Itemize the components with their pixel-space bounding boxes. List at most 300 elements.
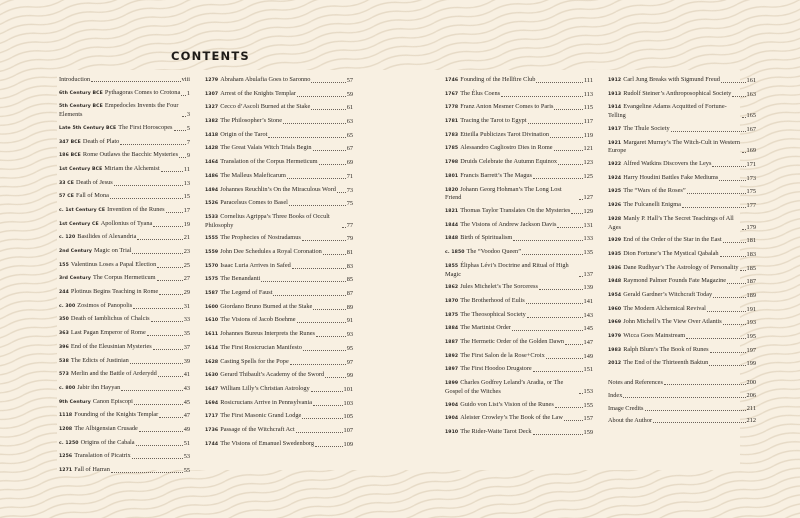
toc-entry-date: 1904 xyxy=(445,402,459,408)
toc-entry[interactable] xyxy=(445,428,593,437)
toc-leader-dots xyxy=(727,283,746,284)
toc-entry-text xyxy=(205,199,288,208)
toc-entry[interactable] xyxy=(205,103,353,112)
toc-entry[interactable] xyxy=(205,199,353,208)
toc-entry-title: Founding of the Knights Templar xyxy=(74,411,159,419)
toc-entry-text xyxy=(445,158,557,167)
toc-entry-text xyxy=(59,384,120,393)
toc-entry-text xyxy=(608,76,720,85)
toc-entry[interactable] xyxy=(445,262,593,279)
toc-entry-date: 1862 xyxy=(445,285,459,291)
toc-entry[interactable] xyxy=(205,371,353,380)
toc-entry-date: 1614 xyxy=(205,345,219,351)
toc-entry[interactable] xyxy=(608,359,756,368)
toc-entry-title: Canon Episcopi xyxy=(92,397,133,405)
toc-entry[interactable] xyxy=(445,414,593,423)
toc-leader-dots xyxy=(114,185,183,186)
toc-entry-text xyxy=(205,76,310,85)
toc-entry[interactable] xyxy=(59,398,190,407)
toc-entry-date: 1801 xyxy=(445,173,459,179)
toc-entry-text xyxy=(205,234,301,243)
toc-entry-page: 131 xyxy=(583,221,593,229)
toc-entry-page: 99 xyxy=(346,372,353,380)
toc-entry-date: 1559 xyxy=(205,250,219,256)
toc-entry[interactable] xyxy=(445,365,593,374)
toc-entry[interactable] xyxy=(59,165,190,174)
toc-entry-date: 1848 xyxy=(445,236,459,242)
toc-entry-title: Aleister Crowley’s The Book of the Law xyxy=(460,414,563,422)
toc-entry[interactable] xyxy=(608,76,756,85)
toc-entry-page: 159 xyxy=(583,428,593,436)
toc-entry-title: The Visions of Jacob Boehme xyxy=(220,316,296,324)
toc-entry-title: The First Salon de la Rose+Croix xyxy=(460,351,545,359)
toc-entry-title: Casting Spells for the Pope xyxy=(220,357,289,365)
toc-entry-date: 1271 xyxy=(59,468,73,474)
toc-entry-date: c. 300 xyxy=(59,303,76,309)
toc-entry-title: Ralph Blum’s The Book of Runes xyxy=(623,345,709,353)
toc-entry[interactable] xyxy=(205,316,353,325)
toc-leader-dots xyxy=(707,311,746,312)
toc-leader-dots xyxy=(147,335,183,336)
toc-entry[interactable] xyxy=(445,248,593,257)
toc-entry[interactable] xyxy=(608,392,756,400)
toc-entry-page: 25 xyxy=(183,261,190,269)
toc-entry-text xyxy=(445,172,532,181)
toc-entry[interactable] xyxy=(205,234,353,243)
toc-entry-date: 1327 xyxy=(205,105,219,111)
toc-entry[interactable] xyxy=(445,338,593,347)
toc-entry[interactable] xyxy=(445,103,593,112)
toc-entry-title: Magic on Trial xyxy=(93,247,132,255)
toc-entry[interactable] xyxy=(59,220,190,229)
toc-entry-text xyxy=(59,288,158,297)
toc-entry-title: Gerald Gardner’s Witchcraft Today xyxy=(623,291,713,299)
toc-entry[interactable] xyxy=(59,89,190,98)
toc-entry[interactable] xyxy=(608,277,756,286)
toc-entry-text xyxy=(59,206,165,215)
toc-leader-dots xyxy=(292,268,346,269)
toc-entry[interactable] xyxy=(445,90,593,99)
toc-entry[interactable] xyxy=(445,379,593,396)
toc-entry[interactable] xyxy=(608,318,756,327)
toc-entry-date: 6th Century BCE xyxy=(59,90,103,96)
toc-entry-date: 1736 xyxy=(205,427,219,433)
toc-entry[interactable] xyxy=(59,124,190,133)
toc-entry[interactable] xyxy=(608,332,756,341)
toc-entry-text xyxy=(608,392,622,400)
toc-entry-text xyxy=(608,160,711,169)
toc-entry-date: 1307 xyxy=(205,91,219,97)
toc-entry[interactable] xyxy=(59,452,190,461)
toc-entry[interactable] xyxy=(59,274,190,283)
toc-entry-date: 1870 xyxy=(445,298,459,304)
toc-entry-text xyxy=(608,236,722,245)
toc-entry[interactable] xyxy=(205,186,353,195)
toc-leader-dots xyxy=(682,207,746,208)
toc-entry-title: The Hermetic Order of the Golden Dawn xyxy=(460,337,565,345)
toc-entry[interactable] xyxy=(445,158,593,167)
toc-entry-text xyxy=(608,379,663,387)
toc-entry-date: 3rd Century xyxy=(59,276,91,282)
toc-entry-title: Rudolf Steiner’s Anthroposophical Society xyxy=(623,89,732,97)
toc-entry-page: 67 xyxy=(346,145,353,153)
toc-entry-text xyxy=(608,187,686,196)
toc-entry-page: 183 xyxy=(746,250,756,258)
toc-entry[interactable] xyxy=(59,411,190,420)
toc-entry-page: 163 xyxy=(746,90,756,98)
toc-leader-dots xyxy=(564,420,583,421)
toc-leader-dots xyxy=(533,178,583,179)
toc-entry[interactable] xyxy=(608,139,756,156)
toc-entry[interactable] xyxy=(59,233,190,242)
toc-entry[interactable] xyxy=(205,262,353,271)
toc-entry-date: 1821 xyxy=(445,208,459,214)
toc-entry[interactable] xyxy=(445,311,593,320)
toc-entry-date: 1904 xyxy=(445,416,459,422)
toc-entry[interactable] xyxy=(205,213,353,230)
toc-entry-page: 187 xyxy=(746,278,756,286)
toc-entry[interactable] xyxy=(59,76,190,84)
toc-entry[interactable] xyxy=(59,102,190,119)
toc-entry[interactable] xyxy=(59,439,190,448)
toc-entry[interactable] xyxy=(205,440,353,449)
toc-entry-page: 127 xyxy=(583,194,593,202)
toc-entry[interactable] xyxy=(205,131,353,140)
toc-entry[interactable] xyxy=(59,302,190,311)
toc-entry[interactable] xyxy=(205,412,353,421)
toc-entry[interactable] xyxy=(445,76,593,85)
toc-entry[interactable] xyxy=(205,289,353,298)
toc-entry[interactable] xyxy=(205,117,353,126)
toc-entry[interactable] xyxy=(205,172,353,181)
toc-entry-page: 135 xyxy=(583,249,593,257)
toc-entry-page: 43 xyxy=(183,384,190,392)
toc-entry-text xyxy=(59,425,138,434)
toc-leader-dots xyxy=(111,472,183,473)
toc-entry-title: Index xyxy=(608,391,623,399)
toc-entry[interactable] xyxy=(445,352,593,361)
toc-entry-text xyxy=(608,318,722,327)
toc-entry-text xyxy=(205,440,314,449)
toc-entry[interactable] xyxy=(205,385,353,394)
toc-entry-date: 1647 xyxy=(205,386,219,392)
toc-entry-page: 37 xyxy=(183,343,190,351)
toc-entry[interactable] xyxy=(445,144,593,153)
toc-entry[interactable] xyxy=(608,187,756,196)
toc-entry-title: Founding of the Hellfire Club xyxy=(460,76,536,83)
toc-entry[interactable] xyxy=(608,346,756,355)
toc-entry-title: The Visions of Emanuel Swedenborg xyxy=(220,439,315,447)
toc-entry-title: William Lilly’s Christian Astrology xyxy=(220,384,310,392)
toc-entry[interactable] xyxy=(608,160,756,169)
toc-entry-title: Death of Jesus xyxy=(76,178,113,186)
toc-entry[interactable] xyxy=(608,379,756,387)
toc-entry-title: The Visions of Andrew Jackson Davis xyxy=(460,220,557,228)
toc-entry[interactable] xyxy=(445,297,593,306)
toc-entry[interactable] xyxy=(608,201,756,210)
toc-entry-text xyxy=(59,357,129,366)
toc-entry-date: 1694 xyxy=(205,400,219,406)
toc-entry-text xyxy=(205,399,312,408)
toc-entry-text xyxy=(59,192,109,201)
toc-leader-dots xyxy=(723,242,746,243)
toc-entry-date: 1587 xyxy=(205,291,219,297)
toc-entry-page: 35 xyxy=(183,330,190,338)
toc-entry-title: The Modern Alchemical Revival xyxy=(623,304,706,312)
toc-entry-text xyxy=(445,248,521,257)
toc-entry[interactable] xyxy=(59,179,190,188)
toc-leader-dots xyxy=(283,123,346,124)
toc-entry-title: Raymond Palmer Founds Fate Magazine xyxy=(623,277,727,285)
toc-leader-dots xyxy=(527,317,583,318)
toc-entry-title: Alfred Watkins Discovers the Leys xyxy=(623,160,712,168)
toc-entry-title: Johann Georg Hohman’s The Long Lost Friend xyxy=(445,185,562,202)
toc-leader-dots xyxy=(302,240,346,241)
toc-leader-dots xyxy=(337,192,346,193)
toc-entry[interactable] xyxy=(205,303,353,312)
toc-entry[interactable] xyxy=(59,151,190,160)
toc-entry[interactable] xyxy=(608,174,756,183)
toc-entry-text xyxy=(445,297,525,306)
toc-entry-title: Death of Iamblichus of Chalcis xyxy=(70,315,150,323)
toc-entry[interactable] xyxy=(59,343,190,352)
toc-entry-page: 95 xyxy=(346,344,353,352)
toc-leader-dots xyxy=(558,164,582,165)
toc-entry[interactable] xyxy=(445,172,593,181)
toc-entry-date: 1256 xyxy=(59,454,73,460)
toc-entry[interactable] xyxy=(445,401,593,410)
toc-entry-date: 5th Century BCE xyxy=(59,104,103,110)
toc-entry-date: 33 CE xyxy=(59,180,75,186)
toc-entry-title: Jules Michelet’s The Sorceress xyxy=(460,283,538,291)
toc-entry-page: 199 xyxy=(746,360,756,368)
toc-entry[interactable] xyxy=(445,117,593,126)
toc-entry-title: Éliphas Lévi’s Doctrine and Ritual of High Magic xyxy=(445,261,569,278)
toc-entry[interactable] xyxy=(59,247,190,256)
toc-leader-dots xyxy=(157,267,182,268)
toc-entry-title: John Dee Schedules a Royal Coronation xyxy=(220,248,322,256)
toc-entry-date: 9th Century xyxy=(59,399,91,405)
toc-entry-date: 1917 xyxy=(608,126,622,132)
toc-entry-text xyxy=(205,371,324,380)
toc-leader-dots xyxy=(179,157,186,158)
toc-entry-title: The Prophecies of Nostradamus xyxy=(220,234,301,242)
toc-entry[interactable] xyxy=(608,250,756,259)
toc-entry-date: 1486 xyxy=(205,173,219,179)
toc-entry[interactable] xyxy=(59,384,190,393)
toc-entry[interactable] xyxy=(205,344,353,353)
toc-entry-title: Dane Rudhyar’s The Astrology of Personality xyxy=(623,263,739,271)
toc-leader-dots xyxy=(555,407,583,408)
toc-leader-dots xyxy=(139,431,183,432)
toc-entry-text xyxy=(608,346,709,355)
toc-entry-page: 155 xyxy=(583,401,593,409)
toc-entry[interactable] xyxy=(445,234,593,243)
toc-entry[interactable] xyxy=(205,330,353,339)
toc-leader-dots xyxy=(536,82,583,83)
toc-entry-text xyxy=(59,398,133,407)
toc-entry-title: Margaret Murray’s The Witch-Cult in Western Europe xyxy=(608,138,741,155)
toc-entry-page: 139 xyxy=(583,284,593,292)
toc-entry[interactable] xyxy=(205,158,353,167)
toc-entry[interactable] xyxy=(59,288,190,297)
toc-entry-text xyxy=(205,330,315,339)
toc-entry-date: 1820 xyxy=(445,187,459,193)
toc-entry-title: Origin of the Tarot xyxy=(220,130,268,138)
toc-entry-title: The Thule Society xyxy=(623,124,670,132)
toc-leader-dots xyxy=(182,116,186,117)
toc-entry-page: 167 xyxy=(746,125,756,133)
toc-entry-page: 87 xyxy=(346,290,353,298)
toc-leader-dots xyxy=(539,289,583,290)
toc-entry-date: 1st Century CE xyxy=(59,221,99,227)
toc-leader-dots xyxy=(554,150,583,151)
toc-entry-text xyxy=(445,283,538,292)
toc-entry-title: The Martinist Order xyxy=(460,324,511,332)
toc-leader-dots xyxy=(303,350,346,351)
toc-leader-dots xyxy=(137,239,182,240)
toc-entry-page: 91 xyxy=(346,317,353,325)
toc-entry-title: The Philosopher’s Stone xyxy=(220,117,282,125)
toc-entry[interactable] xyxy=(205,426,353,435)
toc-entry-title: Translation of the Corpus Hermeticum xyxy=(220,158,318,166)
toc-entry-text xyxy=(59,138,119,147)
toc-leader-dots xyxy=(159,417,182,418)
toc-entry-page: 13 xyxy=(183,179,190,187)
toc-column-3 xyxy=(445,76,593,442)
toc-entry-title: The Legend of Faust xyxy=(220,289,273,297)
toc-entry[interactable] xyxy=(608,264,756,273)
toc-entry-page: 63 xyxy=(346,118,353,126)
toc-leader-dots xyxy=(319,164,346,165)
toc-entry[interactable] xyxy=(59,138,190,147)
toc-entry-date: 1746 xyxy=(445,78,459,83)
toc-entry-text xyxy=(205,303,312,312)
toc-entry-page: 206 xyxy=(746,391,756,399)
toc-entry[interactable] xyxy=(608,291,756,300)
toc-entry-text xyxy=(59,343,152,352)
toc-entry[interactable] xyxy=(59,261,190,270)
toc-entry-text xyxy=(205,117,282,126)
toc-entry-title: The “Voodoo Queen” xyxy=(466,248,522,256)
toc-entry[interactable] xyxy=(445,283,593,292)
toc-leader-dots xyxy=(120,144,186,145)
toc-leader-dots xyxy=(546,358,583,359)
toc-leader-dots xyxy=(297,96,346,97)
toc-entry[interactable] xyxy=(608,417,756,425)
toc-entry-page: 5 xyxy=(186,124,190,132)
toc-entry-page: 177 xyxy=(746,202,756,210)
toc-entry[interactable] xyxy=(445,324,593,333)
toc-entry-page: 165 xyxy=(746,112,756,120)
toc-entry[interactable] xyxy=(59,357,190,366)
toc-entry-text xyxy=(608,125,670,134)
toc-entry[interactable] xyxy=(445,131,593,140)
toc-entry[interactable] xyxy=(205,90,353,99)
toc-entry[interactable] xyxy=(445,186,593,203)
toc-entry[interactable] xyxy=(608,103,756,120)
toc-entry[interactable] xyxy=(59,370,190,379)
toc-entry[interactable] xyxy=(59,466,190,475)
toc-entry-text xyxy=(445,379,578,396)
toc-entry[interactable] xyxy=(205,275,353,284)
toc-entry[interactable] xyxy=(445,221,593,230)
toc-leader-dots xyxy=(159,294,183,295)
toc-entry[interactable] xyxy=(205,144,353,153)
toc-entry[interactable] xyxy=(608,405,756,413)
toc-entry-date: 363 xyxy=(59,331,69,337)
toc-entry[interactable] xyxy=(59,192,190,201)
toc-entry[interactable] xyxy=(59,329,190,338)
toc-entry-title: The Great Valais Witch Trials Begin xyxy=(220,144,312,152)
toc-entry[interactable] xyxy=(205,248,353,257)
toc-entry[interactable] xyxy=(205,76,353,85)
toc-entry-page: 200 xyxy=(746,379,756,387)
toc-leader-dots xyxy=(174,130,186,131)
toc-leader-dots xyxy=(719,180,745,181)
toc-entry-text xyxy=(205,289,272,298)
toc-entry-title: Alessandro Cagliostro Dies in Rome xyxy=(460,144,553,152)
toc-entry-text xyxy=(205,426,295,435)
toc-entry-page: 113 xyxy=(583,90,593,98)
toc-entry[interactable] xyxy=(608,90,756,99)
toc-entry-date: 1464 xyxy=(205,160,219,166)
toc-entry-text xyxy=(205,90,296,99)
toc-entry-text xyxy=(445,311,526,320)
toc-entry-title: Francis Barrett’s The Magus xyxy=(460,171,532,179)
toc-entry-page: 73 xyxy=(346,186,353,194)
toc-entry[interactable] xyxy=(59,206,190,215)
toc-entry-date: 1382 xyxy=(205,119,219,125)
toc-leader-dots xyxy=(130,363,183,364)
toc-entry-page: 101 xyxy=(343,385,353,393)
toc-entry-title: Translation of Picatrix xyxy=(74,452,131,460)
toc-entry-date: 573 xyxy=(59,372,69,378)
toc-entry[interactable] xyxy=(59,425,190,434)
toc-entry-page: 123 xyxy=(583,159,593,167)
toc-entry[interactable] xyxy=(608,215,756,232)
toc-entry[interactable] xyxy=(608,125,756,134)
toc-entry-date: 1926 xyxy=(608,203,622,209)
toc-entry-title: End of the Order of the Star in the East xyxy=(623,236,722,244)
toc-entry-text xyxy=(59,89,180,98)
toc-entry[interactable] xyxy=(608,236,756,245)
toc-leader-dots xyxy=(710,352,746,353)
toc-entry[interactable] xyxy=(59,315,190,324)
toc-leader-dots xyxy=(721,82,746,83)
toc-entry-date: 1744 xyxy=(205,441,219,447)
toc-entry-page: 147 xyxy=(583,338,593,346)
toc-entry-title: The End of the Thirteenth Baktun xyxy=(623,359,709,367)
toc-entry-title: Valentinus Loses a Papal Election xyxy=(70,260,157,268)
toc-entry-page: 11 xyxy=(183,165,190,173)
toc-entry-date: 1628 xyxy=(205,359,219,365)
toc-entry[interactable] xyxy=(205,358,353,367)
toc-column-1 xyxy=(59,76,190,480)
toc-leader-dots xyxy=(571,213,582,214)
toc-entry-date: 1785 xyxy=(445,146,459,152)
toc-entry-date: 1929 xyxy=(608,238,622,244)
toc-leader-dots xyxy=(512,330,583,331)
toc-entry-text xyxy=(59,220,152,229)
toc-entry[interactable] xyxy=(205,399,353,408)
toc-leader-dots xyxy=(713,297,745,298)
toc-entry[interactable] xyxy=(445,207,593,216)
toc-leader-dots xyxy=(313,150,346,151)
toc-entry[interactable] xyxy=(608,305,756,314)
toc-entry-page: 143 xyxy=(583,311,593,319)
toc-leader-dots xyxy=(501,96,583,97)
